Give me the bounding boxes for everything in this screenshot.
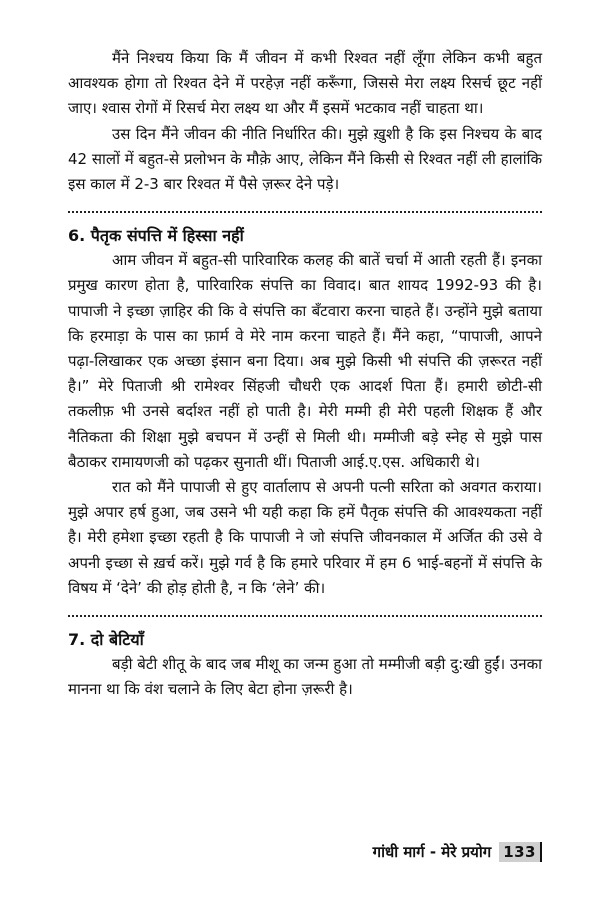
page-footer: [370, 842, 542, 862]
section-7-paragraph: बड़ी बेटी शीतू के बाद जब मीशू का जन्म हुआ तो मम्मीजी बड़ी दु:खी हुईं। उनका मानना था कि वंश चलाने के लिए बेटा होना ज़रूरी है।: [68, 655, 542, 699]
running-title: गांधी मार्ग - मेरे प्रयोग: [372, 843, 492, 861]
dotted-divider: [68, 211, 542, 213]
page-number: 133: [499, 842, 542, 862]
section-6-heading: 6. पैतृक संपत्ति में हिस्सा नहीं: [68, 226, 244, 246]
section-6-paragraph: रात को मैंने पापाजी से हुए वार्तालाप से अपनी पत्नी सरिता को अवगत कराया। मुझे अपार हर्ष हुआ, जब उसने भी यही कहा कि हमें पैतृक संपत्ति की आवश्यकता नहीं है। मेरी हमेशा इच्छा रहती है कि पापाजी ने जो संपत्ति जीवनकाल में अर्जित की उसे वे अपनी इच्छा से ख़र्च करें। मुझे गर्व है कि हमारे परिवार में हम 6 भाई-बहनों में संपत्ति के विषय में ‘देने’ की होड़ होती है, न कि ‘लेने’ की।: [68, 478, 542, 597]
dotted-divider: [68, 615, 542, 617]
paragraph-resolve: मैंने निश्चय किया कि मैं जीवन में कभी रिश्वत नहीं लूँगा लेकिन कभी बहुत आवश्यक होगा तो रिश्वत देने में परहेज़ नहीं करूँगा, जिससे मेरा लक्ष्य रिसर्च छूट नहीं जाए। श्वास रोगों में रिसर्च मेरा लक्ष्य था और मैं इसमें भटकाव नहीं चाहता था।: [68, 49, 542, 118]
paragraph-life-policy: उस दिन मैंने जीवन की नीति निर्धारित की। मुझे ख़ुशी है कि इस निश्चय के बाद 42 सालों में बहुत-से प्रलोभन के मौक़े आए, लेकिन मैंने किसी से रिश्वत नहीं ली हालांकि इस काल में 2-3 बार रिश्वत में पैसे ज़रूर देने पड़े।: [68, 124, 542, 194]
section-7-heading: 7. दो बेटियाँ: [68, 630, 144, 650]
page-content: [68, 46, 542, 702]
section-6-paragraph: आम जीवन में बहुत-सी पारिवारिक कलह की बातें चर्चा में आती रहती हैं। इनका प्रमुख कारण होता है, पारिवारिक संपत्ति का विवाद। बात शायद 1992-93 की है। पापाजी ने इच्छा ज़ाहिर की कि वे संपत्ति का बँटवारा करना चाहते हैं। उन्होंने मुझे बताया कि हरमाड़ा के पास का फ़ार्म वे मेरे नाम करना चाहते हैं। मैंने कहा, “पापाजी, आपने पढ़ा-लिखाकर एक अच्छा इंसान बना दिया। अब मुझे किसी भी संपत्ति की ज़रूरत नहीं है।” मेरे पिताजी श्री रामेश्वर सिंहजी चौधरी एक आदर्श पिता हैं। हमारी छोटी-सी तकलीफ़ भी उनसे बर्दाश्त नहीं हो पाती है। मेरी मम्मी ही मेरी पहली शिक्षक हैं और नैतिकता की शिक्षा मुझे बचपन में उन्हीं से मिली थी। मम्मीजी बड़े स्नेह से मुझे पास बैठाकर रामायणजी को पढ़कर सुनाती थीं। पिताजी आई.ए.एस. अधिकारी थे।: [68, 251, 542, 471]
